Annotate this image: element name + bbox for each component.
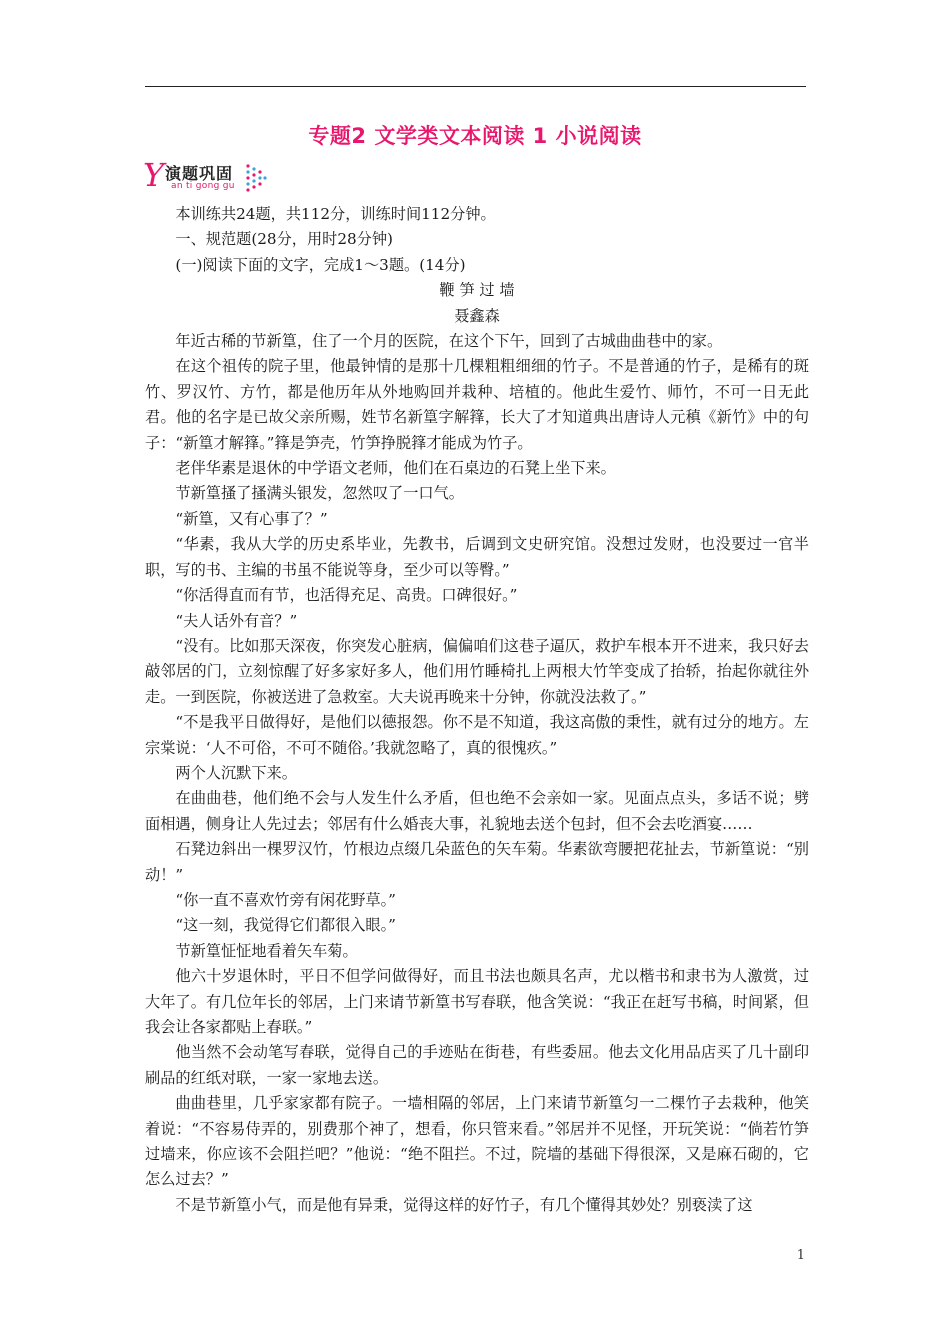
intro-line: 本训练共24题，共112分，训练时间112分钟。 [175,205,496,223]
paragraph: 石凳边斜出一棵罗汉竹，竹根边点缀几朵蓝色的矢车菊。华素欲弯腰把花扯去，节新篁说：“别动！” [145,840,809,884]
intro-line: 一、规范题(28分，用时28分钟) [175,230,393,249]
logo-text: 演题巩固 [165,164,234,183]
paragraph: 不是节新篁小气，而是他有异秉，觉得这样的好竹子，有几个懂得其妙处？别亵渎了这 [175,1195,753,1214]
story-title: 鞭 笋 过 墙 [439,281,515,300]
paragraph: 他六十岁退休时，平日不但学问做得好，而且书法也颇具名声，尤以楷书和隶书为人激赏，过大年了。有几位年长的邻居，上门来请节新篁书写春联，他含笑说：“我正在赶写书稿，时间紧，但我会让各家都贴上春联。” [145,967,809,1036]
logo-pinyin: an ti gong gu [171,181,235,191]
paragraph: 在曲曲巷，他们绝不会与人发生什么矛盾，但也绝不会亲如一家。见面点点头，多话不说；劈面相遇，侧身让人先过去；邻居有什么婚丧大事，礼貌地去送个包封，但不会去吃酒宴…… [145,789,809,833]
paragraph: “夫人话外有音？” [175,611,298,630]
paragraph: 他当然不会动笔写春联，觉得自己的手迹贴在街巷，有些委屈。他去文化用品店买了几十副印刷品的红纸对联，一家一家地去送。 [145,1043,809,1087]
paragraph: “不是我平日做得好，是他们以德报怨。你不是不知道，我这高傲的秉性，就有过分的地方。左宗棠说：‘人不可俗，不可不随俗。’我就忽略了，真的很愧疚。” [145,713,809,757]
paragraph: “你一直不喜欢竹旁有闲花野草。” [175,890,396,909]
section-logo [143,158,283,198]
paragraph: “你活得直而有节，也活得充足、高贵。口碑很好。” [175,586,518,605]
paragraph: 曲曲巷里，几乎家家都有院子。一墙相隔的邻居，上门来请节新篁匀一二棵竹子去栽种，他笑着说：“不容易侍弄的，别费那个神了，想看，你只管来看。”邻居并不见怪，开玩笑说：“倘若竹笋过墙来，你应该不会阻拦吧？”他说：“绝不阻拦。不过，院墙的基础下得很深，又是麻石砌的，它怎么过去？” [145,1094,809,1189]
paragraph: 老伴华素是退休的中学语文老师，他们在石桌边的石凳上坐下来。 [175,459,616,478]
paragraph: 在这个祖传的院子里，他最钟情的是那十几棵粗粗细细的竹子。不是普通的竹子，是稀有的斑竹、罗汉竹、方竹，都是他历年从外地购回并栽种、培植的。他此生爱竹、师竹，不可一日无此君。他的名字是已故父亲所赐，姓节名新篁字解箨，长大了才知道典出唐诗人元稹《新竹》中的句子：“新篁才解箨。”箨是笋壳，竹笋挣脱箨才能成为竹子。 [145,357,809,452]
paragraph: 年近古稀的节新篁，住了一个月的医院，在这个下午，回到了古城曲曲巷中的家。 [175,332,723,351]
intro-line: (一)阅读下面的文字，完成1～3题。(14分) [175,255,466,274]
top-rule [145,86,806,87]
story-author: 聂鑫森 [454,306,500,325]
paragraph: 两个人沉默下来。 [175,763,297,782]
logo-letter: Y [143,156,165,194]
paragraph: 节新篁怔怔地看着矢车菊。 [175,941,358,960]
paragraph: “这一刻，我觉得它们都很入眼。” [175,916,396,935]
document-body [145,202,809,1218]
page-title: 专题2 文学类文本阅读 1 小说阅读 [308,124,642,148]
dots-arrow-icon [245,163,267,193]
paragraph: 节新篁搔了搔满头银发，忽然叹了一口气。 [175,484,464,503]
paragraph: “没有。比如那天深夜，你突发心脏病，偏偏咱们这巷子逼仄，救护车根本开不进来，我只好去敲邻居的门，立刻惊醒了好多家好多人，他们用竹睡椅扎上两根大竹竿变成了抬轿，抬起你就往外走。一到医院，你被送进了急救室。大夫说再晚来十分钟，你就没法救了。” [145,636,809,706]
page-number: 1 [796,1248,805,1263]
paragraph: “华素，我从大学的历史系毕业，先教书，后调到文史研究馆。没想过发财，也没要过一官半职，写的书、主编的书虽不能说等身，至少可以等臀。” [145,535,809,579]
paragraph: “新篁，又有心事了？” [175,509,328,528]
